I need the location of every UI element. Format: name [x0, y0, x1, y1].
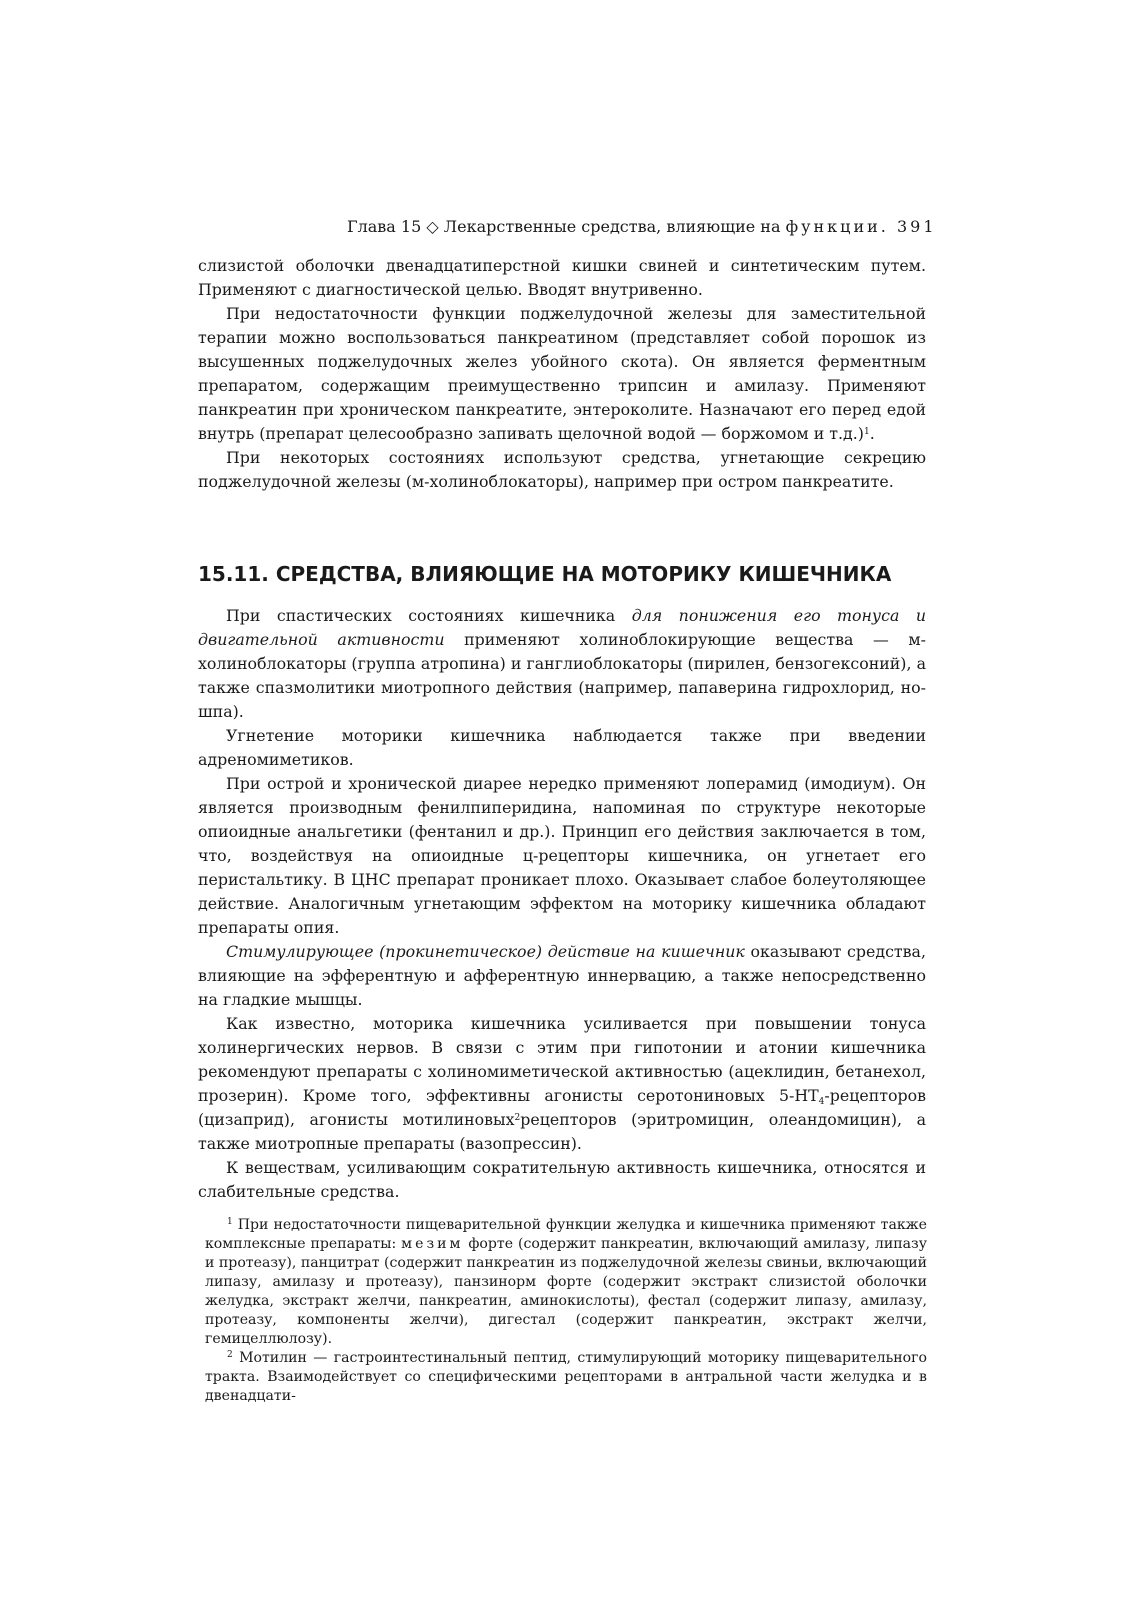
paragraph [198, 604, 926, 724]
footnote-ref: 2 [514, 1113, 521, 1123]
subscript: 4 [818, 1097, 825, 1107]
paragraph-text: Как известно, моторика кишечника усиливается при повышении тонуса холинергических нервов. В связи с этим при гипотонии и атонии кишечника рекомендуют препараты с холиномиметической активностью (ацеклидин, бетанехол, прозерин). Кроме того, эффективны агонисты серотониновых 5-НТ [198, 1014, 926, 1105]
section-text-block [198, 604, 926, 1204]
paragraph: При острой и хронической диарее нередко применяют лоперамид (имодиум). Он является производным фенилпиперидина, напоминая по структуре некоторые опиоидные анальгетики (фентанил и др.). Принцип его действия заключается в том, что, воздействуя на опиоидные ц-рецепторы кишечника, он угнетает его перистальтику. В ЦНС препарат проникает плохо. Оказывает слабое болеутоляющее действие. Аналогичным угнетающим эффектом на моторику кишечника обладают препараты опия. [198, 774, 926, 937]
section-heading: 15.11. СРЕДСТВА, ВЛИЯЮЩИЕ НА МОТОРИКУ КИШЕЧНИКА [198, 562, 892, 586]
paragraph-text: -рецепторов (цизаприд), агонисты мотилиновых [198, 1086, 926, 1129]
header-text: Глава 15 ◇ Лекарственные средства, влияющие на [347, 217, 786, 236]
emphasis-text: для понижения его тонуса и двигательной активности [198, 606, 926, 649]
footnote-text: Мотилин — гастроинтестинальный пептид, стимулирующий моторику пищеварительного тракта. Взаимодействует со специфическими рецепторами в антральной части желудка и в двенадцати- [205, 1350, 927, 1404]
paragraph: Угнетение моторики кишечника наблюдается также при введении адреномиметиков. [198, 726, 926, 769]
paragraph-text: рецепторов (эритромицин, олеандомицин), а также миотропные препараты (вазопрессин). [198, 1110, 926, 1153]
page-number: . 391 [880, 217, 937, 236]
paragraph-text: При недостаточности функции поджелудочной железы для заместительной терапии можно воспользоваться панкреатином (представляет собой порошок из высушенных поджелудочных желез убойного скота). Он является ферментным препаратом, содержащим преимущественно трипсин и амилазу. Применяют панкреатин при хроническом панкреатите, энтероколите. Назначают его перед едой внутрь (препарат целесообразно запивать щелочной водой — боржомом и т.д.) [198, 304, 926, 443]
running-header [347, 215, 937, 239]
paragraph: слизистой оболочки двенадцатиперстной кишки свиней и синтетическим путем. Применяют с диагностической целью. Вводят внутривенно. [198, 256, 926, 299]
paragraph: При некоторых состояниях используют средства, угнетающие секрецию поджелудочной железы (м-холиноблокаторы), например при остром панкреатите. [198, 448, 926, 491]
footnotes [205, 1216, 927, 1406]
footnote-ref: 1 [863, 427, 870, 437]
footnote-text: При недостаточности пищеварительной функции желудка и кишечника применяют также комплексные препараты: [205, 1217, 927, 1252]
header-spaced-word: функции [785, 217, 881, 236]
paragraph [198, 940, 926, 1012]
paragraph [198, 302, 926, 446]
footnote [205, 1216, 927, 1349]
paragraph: К веществам, усиливающим сократительную активность кишечника, относятся и слабительные средства. [198, 1158, 926, 1201]
paragraph-end: . [869, 424, 875, 443]
paragraph [198, 1012, 926, 1156]
paragraph-text: применяют холиноблокирующие вещества — м-холиноблокаторы (группа атропина) и ганглиоблокаторы (пирилен, бензогексоний), а также спазмолитики миотропного действия (например, папаверина гидрохлорид, но-шпа). [198, 630, 926, 721]
paragraph-text: оказывают средства, влияющие на эфферентную и афферентную иннервацию, а также непосредственно на гладкие мышцы. [198, 942, 926, 1009]
emphasis-text: Стимулирующее (прокинетическое) действие на кишечник [226, 942, 745, 961]
paragraph-text: При спастических состояниях кишечника [226, 606, 632, 625]
footnote [205, 1349, 927, 1406]
footnote-mark: 1 [227, 1217, 233, 1227]
footnote-mark: 2 [227, 1350, 233, 1360]
footnote-text: форте (содержит панкреатин, включающий амилазу, липазу и протеазу), панцитрат (содержит панкреатин из поджелудочной железы свиньи, включающий липазу, амилазу и протеазу), панзинорм форте (содержит экстракт слизистой оболочки желудка, экстракт желчи, панкреатин, аминокислоты), фестал (содержит липазу, амилазу, протеазу, компоненты желчи), дигестал (содержит панкреатин, экстракт желчи, гемицеллюлозу). [205, 1236, 928, 1347]
top-text-block [198, 254, 926, 494]
footnote-spaced-word: мезим [401, 1236, 464, 1252]
